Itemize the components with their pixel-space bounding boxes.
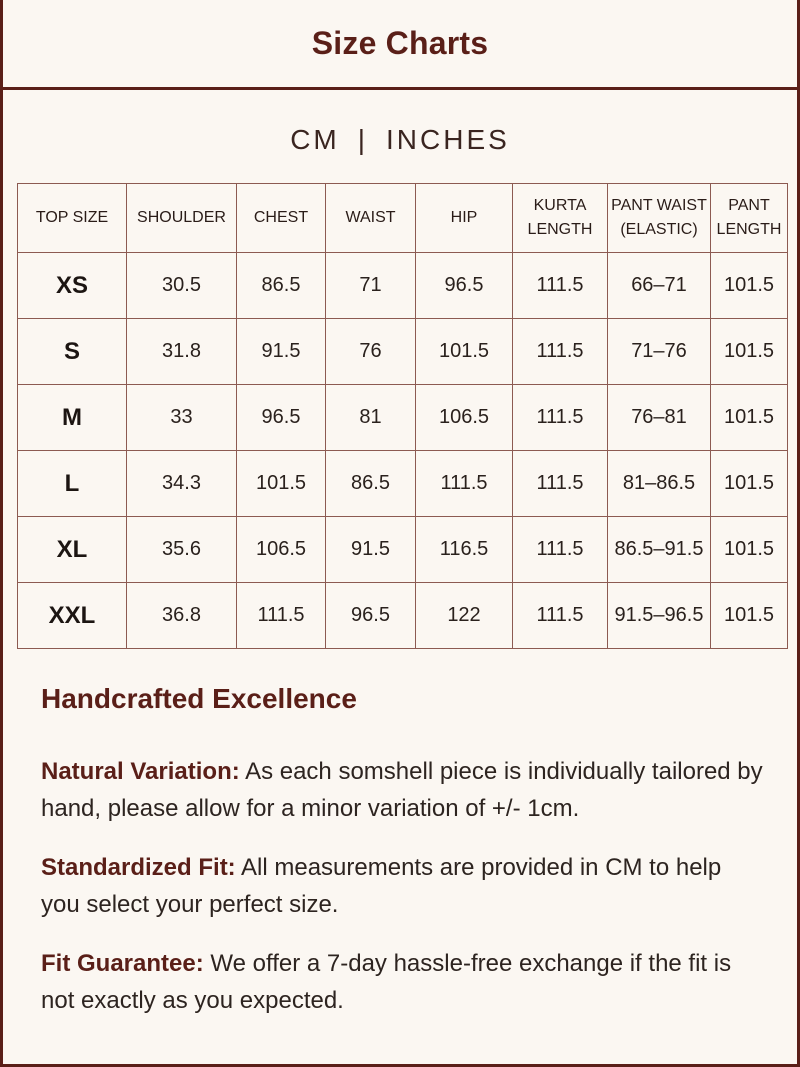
column-header: KURTA LENGTH	[513, 184, 608, 253]
table-header-row	[18, 184, 788, 253]
notes-heading: Handcrafted Excellence	[41, 683, 357, 714]
table-cell: 31.8	[127, 319, 237, 385]
table-cell: 111.5	[513, 253, 608, 319]
table-cell: 101.5	[711, 517, 788, 583]
table-cell: 101.5	[711, 385, 788, 451]
table-cell: 111.5	[416, 451, 513, 517]
table-cell: 101.5	[711, 319, 788, 385]
table-cell: 71	[326, 253, 416, 319]
table-cell: 111.5	[513, 451, 608, 517]
size-label: XS	[18, 253, 127, 319]
table-cell: 81–86.5	[608, 451, 711, 517]
size-label: XXL	[18, 583, 127, 649]
column-header: HIP	[416, 184, 513, 253]
note-standardized-fit	[41, 849, 765, 923]
table-row	[18, 253, 788, 319]
table-cell: 96.5	[416, 253, 513, 319]
column-header: TOP SIZE	[18, 184, 127, 253]
note-text: We offer a 7-day hassle-free exchange if the fit is not exactly as you expected.	[41, 950, 732, 1014]
table-row	[18, 517, 788, 583]
table-cell: 33	[127, 385, 237, 451]
table-row	[18, 319, 788, 385]
column-header: WAIST	[326, 184, 416, 253]
note-text: All measurements are provided in CM to help you select your perfect size.	[41, 854, 722, 918]
size-table	[17, 183, 788, 649]
table-cell: 81	[326, 385, 416, 451]
table-cell: 76	[326, 319, 416, 385]
table-cell: 122	[416, 583, 513, 649]
notes-section	[41, 683, 765, 1041]
table-cell: 86.5	[326, 451, 416, 517]
table-cell: 91.5	[326, 517, 416, 583]
table-cell: 96.5	[237, 385, 326, 451]
note-label: Standardized Fit:	[41, 854, 236, 881]
column-header: SHOULDER	[127, 184, 237, 253]
table-cell: 106.5	[237, 517, 326, 583]
table-cell: 111.5	[513, 385, 608, 451]
size-label: M	[18, 385, 127, 451]
table-cell: 111.5	[513, 583, 608, 649]
column-header: PANT LENGTH	[711, 184, 788, 253]
table-cell: 101.5	[711, 451, 788, 517]
unit-separator: |	[357, 124, 369, 155]
table-cell: 101.5	[711, 253, 788, 319]
table-cell: 34.3	[127, 451, 237, 517]
unit-toggle	[3, 124, 797, 160]
table-cell: 86.5	[237, 253, 326, 319]
table-row	[18, 385, 788, 451]
column-header: CHEST	[237, 184, 326, 253]
table-cell: 86.5–91.5	[608, 517, 711, 583]
table-cell: 76–81	[608, 385, 711, 451]
table-row	[18, 451, 788, 517]
size-label: L	[18, 451, 127, 517]
table-cell: 111.5	[513, 517, 608, 583]
table-cell: 91.5–96.5	[608, 583, 711, 649]
table-cell: 35.6	[127, 517, 237, 583]
page-title: Size Charts	[311, 25, 489, 61]
table-cell: 106.5	[416, 385, 513, 451]
unit-cm[interactable]: CM	[290, 124, 340, 155]
table-cell: 30.5	[127, 253, 237, 319]
note-natural-variation	[41, 753, 765, 827]
table-cell: 96.5	[326, 583, 416, 649]
table-cell: 66–71	[608, 253, 711, 319]
table-row	[18, 583, 788, 649]
note-label: Fit Guarantee:	[41, 950, 204, 977]
unit-inches[interactable]: INCHES	[386, 124, 510, 155]
size-label: XL	[18, 517, 127, 583]
table-cell: 36.8	[127, 583, 237, 649]
table-cell: 71–76	[608, 319, 711, 385]
table-cell: 101.5	[711, 583, 788, 649]
table-cell: 91.5	[237, 319, 326, 385]
header-bar	[3, 0, 797, 90]
table-cell: 111.5	[237, 583, 326, 649]
note-label: Natural Variation:	[41, 758, 240, 785]
table-cell: 101.5	[237, 451, 326, 517]
table-cell: 111.5	[513, 319, 608, 385]
table-cell: 101.5	[416, 319, 513, 385]
note-fit-guarantee	[41, 945, 765, 1019]
size-label: S	[18, 319, 127, 385]
table-cell: 116.5	[416, 517, 513, 583]
column-header: PANT WAIST (ELASTIC)	[608, 184, 711, 253]
note-text: As each somshell piece is individually tailored by hand, please allow for a minor variation of +/- 1cm.	[41, 758, 763, 822]
